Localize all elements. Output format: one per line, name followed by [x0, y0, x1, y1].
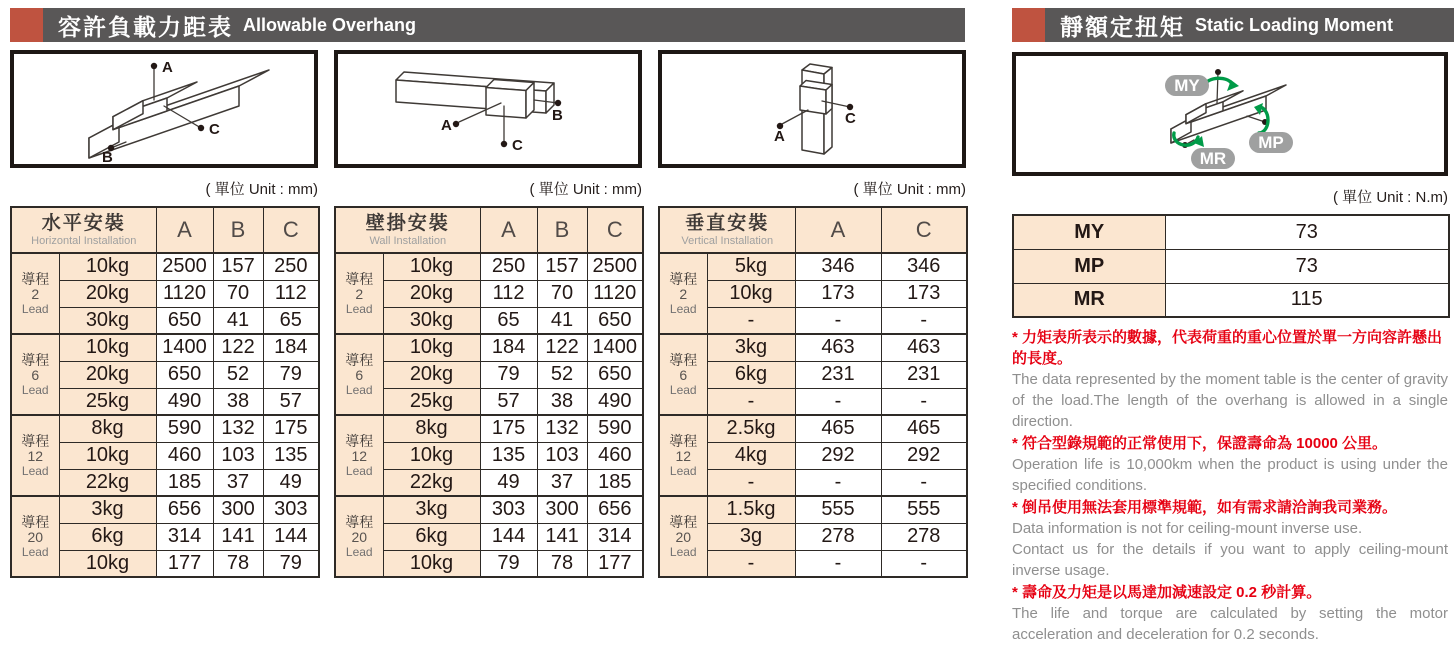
value-b: 70	[213, 280, 263, 307]
column-header-a: A	[480, 207, 537, 253]
value-b: 103	[213, 442, 263, 469]
value-c: 144	[263, 523, 319, 550]
lead-label-en: Lead	[345, 302, 373, 316]
note-zh: * 力矩表所表示的數據，代表荷重的重心位置於單一方向容許懸出的長度。	[1012, 329, 1443, 367]
load-cell: 10kg	[383, 253, 480, 280]
column-header-c: C	[587, 207, 643, 253]
value-c: 79	[263, 361, 319, 388]
value-b: 37	[537, 469, 587, 496]
value-a: 490	[156, 388, 213, 415]
value-a: -	[795, 307, 881, 334]
load-cell: 6kg	[59, 523, 156, 550]
column-header-c: C	[881, 207, 967, 253]
lead-label-zh: 導程	[345, 433, 374, 449]
value-a: 314	[156, 523, 213, 550]
lead-label-zh: 導程	[345, 514, 374, 530]
lead-label-zh: 導程	[669, 433, 698, 449]
value-b: 38	[213, 388, 263, 415]
static-moment-table	[1012, 214, 1450, 318]
lead-value: 12	[351, 448, 368, 464]
value-a: 2500	[156, 253, 213, 280]
unit-label: ( 單位 Unit : mm)	[205, 181, 318, 198]
value-c: 490	[587, 388, 643, 415]
isometric-actuator-diagram	[14, 54, 314, 164]
vertical-overhang-table	[658, 206, 968, 578]
value-a: 656	[156, 496, 213, 523]
column-header-c: C	[263, 207, 319, 253]
value-a: 184	[480, 334, 537, 361]
value-c: -	[881, 550, 967, 577]
horizontal-overhang-table	[10, 206, 320, 578]
accent-square	[1012, 8, 1045, 42]
load-cell: -	[707, 550, 795, 577]
value-a: -	[795, 550, 881, 577]
load-cell: 20kg	[383, 361, 480, 388]
table-row	[1013, 215, 1449, 249]
moment-axes-diagram	[1016, 56, 1444, 172]
value-b: 37	[213, 469, 263, 496]
table-title-zh: 水平安裝	[41, 212, 126, 234]
table-row	[11, 253, 319, 280]
value-c: 463	[881, 334, 967, 361]
value-c: 231	[881, 361, 967, 388]
value-b: 103	[537, 442, 587, 469]
lead-label-zh: 導程	[669, 514, 698, 530]
section-title-zh: 容許負載力距表	[58, 13, 233, 40]
lead-value: 2	[355, 286, 364, 302]
value-a: 278	[795, 523, 881, 550]
load-cell: -	[707, 388, 795, 415]
lead-label-zh: 導程	[21, 514, 50, 530]
load-cell: 25kg	[383, 388, 480, 415]
value-a: 173	[795, 280, 881, 307]
table-row	[659, 334, 967, 361]
value-a: 231	[795, 361, 881, 388]
vertical-actuator-diagram	[662, 54, 962, 164]
value-b: 70	[537, 280, 587, 307]
lead-label-en: Lead	[21, 383, 49, 397]
value-b: 52	[537, 361, 587, 388]
value-c: -	[881, 307, 967, 334]
moment-label-mp: MP	[1013, 249, 1165, 283]
value-b: 141	[213, 523, 263, 550]
allowable-overhang-header	[10, 8, 965, 42]
unit-label: ( 單位 Unit : mm)	[529, 181, 642, 198]
value-b: 41	[213, 307, 263, 334]
value-b: 78	[537, 550, 587, 577]
load-cell: 20kg	[59, 280, 156, 307]
lead-group-cell	[335, 415, 383, 496]
point-b-label: B	[552, 107, 563, 124]
value-c: 184	[263, 334, 319, 361]
load-cell: 10kg	[707, 280, 795, 307]
footnotes	[1012, 327, 1448, 645]
table-row	[335, 415, 643, 442]
point-c-label: C	[845, 110, 856, 127]
point-b-label: B	[102, 149, 113, 166]
moment-label-my: MY	[1013, 215, 1165, 249]
value-b: 122	[537, 334, 587, 361]
table-title-en: Horizontal Installation	[31, 234, 137, 247]
moment-value-mp: 73	[1165, 249, 1449, 283]
value-c: 135	[263, 442, 319, 469]
value-b: 78	[213, 550, 263, 577]
point-a-label: A	[774, 128, 785, 145]
value-b: 300	[213, 496, 263, 523]
value-a: 175	[480, 415, 537, 442]
value-b: 157	[537, 253, 587, 280]
wall-installation-column	[334, 50, 642, 578]
table-row	[335, 334, 643, 361]
value-b: 41	[537, 307, 587, 334]
table-title-en: Wall Installation	[369, 234, 447, 247]
table-title-zh: 垂直安裝	[685, 212, 770, 234]
unit-label: ( 單位 Unit : N.m)	[1333, 189, 1448, 206]
lead-group-cell	[659, 334, 707, 415]
lead-label-zh: 導程	[21, 352, 50, 368]
value-a: 144	[480, 523, 537, 550]
note-en: The data represented by the moment table is the center of gravity of the load.The length of the overhang is allowed in a single direction.	[1012, 371, 1448, 430]
load-cell: 4kg	[707, 442, 795, 469]
value-a: 79	[480, 361, 537, 388]
load-cell: 3kg	[383, 496, 480, 523]
table-row	[335, 496, 643, 523]
table-row	[1013, 283, 1449, 317]
value-c: 650	[587, 307, 643, 334]
lead-label-en: Lead	[21, 302, 49, 316]
column-header-a: A	[156, 207, 213, 253]
column-header-b: B	[213, 207, 263, 253]
load-cell: 10kg	[383, 442, 480, 469]
point-c-label: C	[209, 121, 220, 138]
value-c: 465	[881, 415, 967, 442]
static-loading-moment-column	[1012, 52, 1448, 645]
load-cell: 10kg	[383, 550, 480, 577]
horizontal-installation-column	[10, 50, 318, 578]
table-row	[11, 496, 319, 523]
value-b: 38	[537, 388, 587, 415]
value-c: 346	[881, 253, 967, 280]
lead-label-en: Lead	[345, 464, 373, 478]
value-c: 49	[263, 469, 319, 496]
value-a: 555	[795, 496, 881, 523]
value-c: 650	[587, 361, 643, 388]
value-c: 460	[587, 442, 643, 469]
value-a: 250	[480, 253, 537, 280]
lead-label-zh: 導程	[21, 433, 50, 449]
lead-value: 6	[679, 367, 688, 383]
wall-installation-diagram	[334, 50, 642, 168]
value-a: 346	[795, 253, 881, 280]
value-a: 650	[156, 361, 213, 388]
table-row	[1013, 249, 1449, 283]
value-c: 278	[881, 523, 967, 550]
load-cell: 2.5kg	[707, 415, 795, 442]
value-a: 185	[156, 469, 213, 496]
value-a: -	[795, 469, 881, 496]
lead-label-zh: 導程	[669, 271, 698, 287]
mp-moment-label: MP	[1258, 133, 1284, 152]
value-b: 52	[213, 361, 263, 388]
table-row	[11, 415, 319, 442]
value-c: 1400	[587, 334, 643, 361]
value-c: 79	[263, 550, 319, 577]
table-row	[11, 334, 319, 361]
load-cell: 8kg	[383, 415, 480, 442]
load-cell: 22kg	[59, 469, 156, 496]
table-row	[659, 253, 967, 280]
section-title-en: Allowable Overhang	[243, 14, 417, 35]
lead-value: 2	[31, 286, 40, 302]
value-a: 460	[156, 442, 213, 469]
value-c: -	[881, 469, 967, 496]
lead-group-cell	[659, 415, 707, 496]
load-cell: 20kg	[383, 280, 480, 307]
lead-group-cell	[335, 496, 383, 577]
value-b: 132	[537, 415, 587, 442]
load-cell: -	[707, 307, 795, 334]
table-title-en: Vertical Installation	[681, 234, 774, 247]
mr-moment-label: MR	[1199, 149, 1227, 168]
moment-label-mr: MR	[1013, 283, 1165, 317]
value-b: 157	[213, 253, 263, 280]
value-a: 590	[156, 415, 213, 442]
moment-diagram	[1012, 52, 1448, 176]
lead-group-cell	[11, 334, 59, 415]
value-c: 2500	[587, 253, 643, 280]
note-zh: * 倒吊使用無法套用標準規範，如有需求請洽詢我司業務。	[1012, 499, 1398, 516]
table-row	[335, 253, 643, 280]
load-cell: 10kg	[383, 334, 480, 361]
lead-value: 2	[679, 286, 688, 302]
value-c: 656	[587, 496, 643, 523]
lead-label-en: Lead	[669, 464, 697, 478]
table-row	[659, 496, 967, 523]
value-a: 65	[480, 307, 537, 334]
column-header-a: A	[795, 207, 881, 253]
load-cell: 10kg	[59, 550, 156, 577]
lead-value: 20	[27, 529, 44, 545]
load-cell: 3kg	[59, 496, 156, 523]
lead-group-cell	[335, 253, 383, 334]
table-title-cell	[659, 207, 795, 253]
lead-label-en: Lead	[345, 545, 373, 559]
value-c: 177	[587, 550, 643, 577]
load-cell: 25kg	[59, 388, 156, 415]
lead-group-cell	[335, 334, 383, 415]
lead-group-cell	[11, 253, 59, 334]
value-a: 292	[795, 442, 881, 469]
column-header-b: B	[537, 207, 587, 253]
static-loading-moment-header	[1012, 8, 1454, 42]
lead-label-en: Lead	[21, 545, 49, 559]
load-cell: 10kg	[59, 253, 156, 280]
value-a: 49	[480, 469, 537, 496]
lead-value: 12	[675, 448, 692, 464]
value-c: 112	[263, 280, 319, 307]
lead-label-zh: 導程	[669, 352, 698, 368]
point-a-label: A	[441, 117, 452, 134]
note-en: Data information is not for ceiling-mount inverse use.	[1012, 520, 1363, 537]
value-b: 141	[537, 523, 587, 550]
lead-label-en: Lead	[669, 302, 697, 316]
vertical-installation-diagram	[658, 50, 966, 168]
table-title-cell	[11, 207, 156, 253]
note-en: Contact us for the details if you want to apply ceiling-mount inverse usage.	[1012, 541, 1448, 579]
note-zh: * 壽命及力矩是以馬達加減速設定 0.2 秒計算。	[1012, 584, 1322, 601]
load-cell: 3kg	[707, 334, 795, 361]
load-cell: 30kg	[383, 307, 480, 334]
lead-value: 12	[27, 448, 44, 464]
lead-group-cell	[11, 496, 59, 577]
value-a: 112	[480, 280, 537, 307]
value-c: 555	[881, 496, 967, 523]
horizontal-installation-diagram	[10, 50, 318, 168]
load-cell: 5kg	[707, 253, 795, 280]
value-c: 65	[263, 307, 319, 334]
load-cell: 6kg	[383, 523, 480, 550]
value-b: 132	[213, 415, 263, 442]
lead-label-en: Lead	[669, 383, 697, 397]
load-cell: 1.5kg	[707, 496, 795, 523]
value-c: 173	[881, 280, 967, 307]
value-c: -	[881, 388, 967, 415]
lead-value: 20	[675, 529, 692, 545]
lead-label-zh: 導程	[345, 352, 374, 368]
lead-value: 6	[31, 367, 40, 383]
load-cell: 30kg	[59, 307, 156, 334]
accent-square	[10, 8, 43, 42]
load-cell: -	[707, 469, 795, 496]
table-title-cell	[335, 207, 480, 253]
value-c: 57	[263, 388, 319, 415]
lead-label-en: Lead	[21, 464, 49, 478]
my-moment-label: MY	[1174, 76, 1200, 95]
point-c-label: C	[512, 137, 523, 154]
value-a: 177	[156, 550, 213, 577]
lead-group-cell	[11, 415, 59, 496]
load-cell: 22kg	[383, 469, 480, 496]
lead-label-en: Lead	[345, 383, 373, 397]
value-c: 314	[587, 523, 643, 550]
value-a: 79	[480, 550, 537, 577]
value-a: 1120	[156, 280, 213, 307]
value-a: 135	[480, 442, 537, 469]
lead-label-en: Lead	[669, 545, 697, 559]
table-row	[659, 415, 967, 442]
value-a: 57	[480, 388, 537, 415]
load-cell: 10kg	[59, 442, 156, 469]
load-cell: 3g	[707, 523, 795, 550]
value-a: 1400	[156, 334, 213, 361]
value-c: 303	[263, 496, 319, 523]
value-a: 465	[795, 415, 881, 442]
load-cell: 10kg	[59, 334, 156, 361]
value-a: 650	[156, 307, 213, 334]
value-c: 185	[587, 469, 643, 496]
note-en: The life and torque are calculated by setting the motor acceleration and deceleration for 0.2 seconds.	[1012, 605, 1448, 643]
lead-label-zh: 導程	[345, 271, 374, 287]
unit-label: ( 單位 Unit : mm)	[853, 181, 966, 198]
moment-value-my: 73	[1165, 215, 1449, 249]
section-title-en: Static Loading Moment	[1195, 14, 1393, 35]
lead-label-zh: 導程	[21, 271, 50, 287]
lead-group-cell	[659, 253, 707, 334]
lead-value: 6	[355, 367, 364, 383]
value-c: 250	[263, 253, 319, 280]
value-b: 122	[213, 334, 263, 361]
load-cell: 20kg	[59, 361, 156, 388]
value-a: 303	[480, 496, 537, 523]
wall-actuator-diagram	[338, 54, 638, 164]
value-c: 590	[587, 415, 643, 442]
value-b: 300	[537, 496, 587, 523]
value-a: -	[795, 388, 881, 415]
wall-overhang-table	[334, 206, 644, 578]
value-c: 292	[881, 442, 967, 469]
note-zh: * 符合型錄規範的正常使用下，保證壽命為 10000 公里。	[1012, 435, 1388, 452]
load-cell: 6kg	[707, 361, 795, 388]
load-cell: 8kg	[59, 415, 156, 442]
table-title-zh: 壁掛安裝	[365, 212, 450, 234]
note-en: Operation life is 10,000km when the product is using under the specified conditions.	[1012, 456, 1448, 494]
section-title-zh: 靜額定扭矩	[1060, 13, 1185, 40]
lead-value: 20	[351, 529, 368, 545]
vertical-installation-column	[658, 50, 966, 578]
lead-group-cell	[659, 496, 707, 577]
moment-value-mr: 115	[1165, 283, 1449, 317]
value-a: 463	[795, 334, 881, 361]
point-a-label: A	[162, 59, 173, 76]
value-c: 175	[263, 415, 319, 442]
value-c: 1120	[587, 280, 643, 307]
